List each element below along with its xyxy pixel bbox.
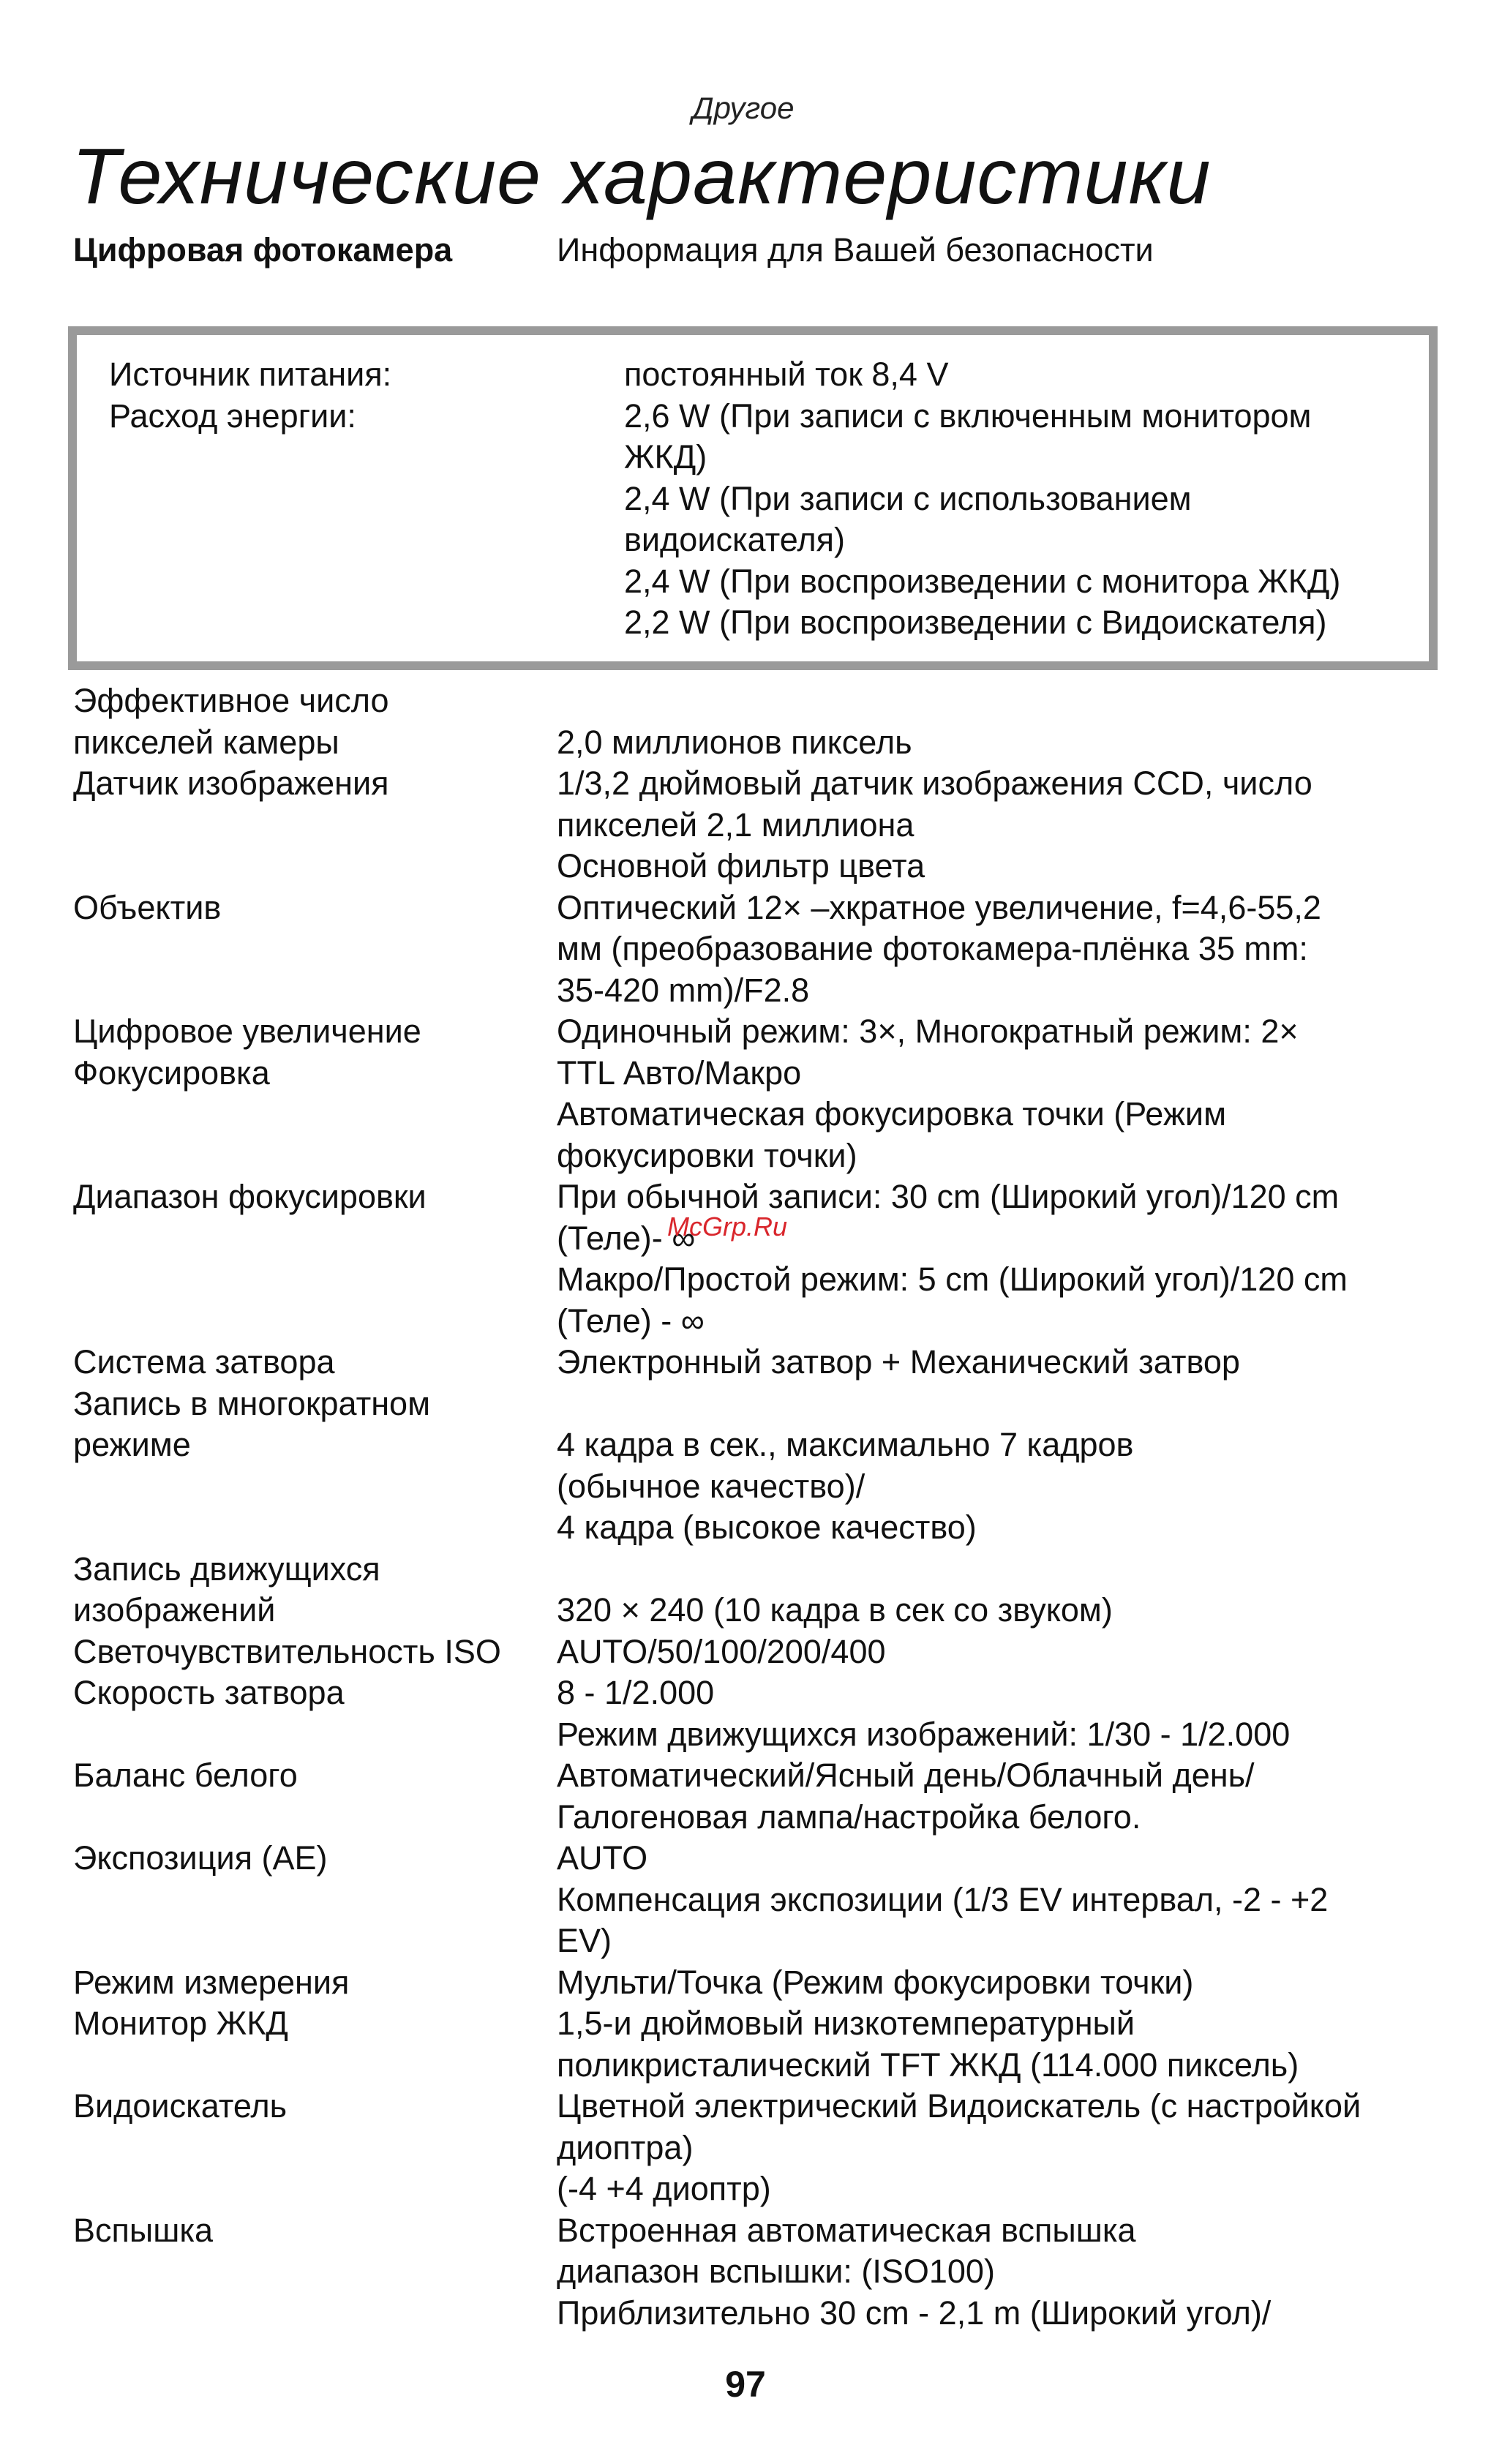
page-number: 97	[725, 2364, 766, 2405]
spec-row	[73, 2210, 1447, 2335]
spec-label: Цифровое увеличение	[73, 1013, 421, 1050]
spec-value: Автоматический/Ясный день/Облачный день/ Галогеновая лампа/настройка белого.	[557, 1757, 1255, 1836]
spec-label: Вспышка	[73, 2211, 214, 2249]
subheading-camera: Цифровая фотокамера	[73, 231, 453, 268]
spec-value: При обычной записи: 30 cm (Широкий угол)/120 cm (Теле)- ∞ Макро/Простой режим: 5 cm (Широкий угол)/120 cm (Теле) - ∞	[557, 1178, 1348, 1340]
spec-row	[73, 1383, 1447, 1549]
spec-value: Оптический 12× –хкратное увеличение, f=4,6-55,2 мм (преобразование фотокамера-плёнка 35 mm: 35-420 mm)/F2.8	[557, 888, 1321, 1009]
spec-row	[73, 1176, 1447, 1342]
spec-label: Запись в многократном режиме	[73, 1384, 431, 1463]
spec-label: Монитор ЖКД	[73, 2005, 288, 2042]
spec-row	[73, 680, 1447, 763]
spec-row	[73, 1011, 1447, 1053]
spec-value: 8 - 1/2.000 Режим движущихся изображений: 1/30 - 1/2.000	[557, 1674, 1291, 1753]
spec-label: Режим измерения	[73, 1963, 350, 2001]
spec-row	[73, 1053, 1447, 1177]
spec-label: Видоискатель	[73, 2087, 288, 2125]
spec-value: TTL Авто/Макро Автоматическая фокусировка точки (Режим фокусировки точки)	[557, 1053, 1227, 1174]
spec-label: Система затвора	[73, 1343, 335, 1381]
spec-value: 1,5-и дюймовый низкотемпературный поликристалический TFT ЖКД (114.000 пиксель)	[557, 2005, 1299, 2084]
spec-value: 2,6 W (При записи с включенным монитором ЖКД) 2,4 W (При записи с использованием видоискателя) 2,4 W (При воспроизведении с монитора ЖКД) 2,2 W (При воспроизведении с Видоискателя)	[624, 397, 1341, 641]
spec-label: Диапазон фокусировки	[73, 1178, 427, 1215]
subheading-safety: Информация для Вашей безопасности	[557, 231, 1154, 268]
spec-label: Баланс белого	[73, 1757, 298, 1794]
spec-row	[73, 763, 1447, 887]
spec-value: Электронный затвор + Механический затвор	[557, 1343, 1240, 1381]
spec-row	[109, 354, 1414, 396]
spec-row	[73, 1672, 1447, 1755]
spec-value: 1/3,2 дюймовый датчик изображения CCD, число пикселей 2,1 миллиона Основной фильтр цвета	[557, 765, 1312, 884]
spec-label: Объектив	[73, 888, 222, 926]
spec-value: 4 кадра в сек., максимально 7 кадров (обычное качество)/ 4 кадра (высокое качество)	[557, 1426, 1134, 1546]
spec-value: постоянный ток 8,4 V	[624, 356, 949, 393]
watermark: McGrp.Ru	[667, 1212, 788, 1242]
spec-row	[73, 1755, 1447, 1838]
spec-value: Встроенная автоматическая вспышка диапазон вспышки: (ISO100) Приблизительно 30 cm - 2,1 m (Широкий угол)/	[557, 2211, 1272, 2332]
spec-value: AUTO Компенсация экспозиции (1/3 EV интервал, -2 - +2 EV)	[557, 1839, 1329, 1959]
spec-label: Датчик изображения	[73, 765, 389, 802]
spec-row	[73, 1631, 1447, 1673]
spec-label: Источник питания:	[109, 356, 392, 393]
spec-label: Запись движущихся изображений	[73, 1550, 380, 1629]
spec-row	[109, 396, 1414, 644]
spec-row	[73, 1342, 1447, 1383]
spec-value: 2,0 миллионов пиксель	[557, 723, 912, 761]
safety-rows	[109, 354, 1414, 644]
spec-label: Скорость затвора	[73, 1674, 345, 1711]
spec-value: Одиночный режим: 3×, Многократный режим: 2×	[557, 1013, 1299, 1050]
spec-row	[73, 887, 1447, 1012]
spec-value: Цветной электрический Видоискатель (с настройкой диоптра) (-4 +4 диоптр)	[557, 2087, 1362, 2207]
section-label: Другое	[692, 91, 795, 125]
spec-row	[73, 1549, 1447, 1631]
safety-info-box	[68, 326, 1438, 670]
spec-label: Расход энергии:	[109, 397, 356, 435]
spec-row	[73, 2003, 1447, 2086]
spec-value: Мульти/Точка (Режим фокусировки точки)	[557, 1963, 1194, 2001]
spec-row	[73, 1962, 1447, 2004]
spec-label: Экспозиция (АЕ)	[73, 1839, 328, 1877]
page-title: Технические характеристики	[72, 132, 1212, 220]
spec-label: Эффективное число пикселей камеры	[73, 682, 389, 761]
spec-row	[73, 1838, 1447, 1962]
spec-row	[73, 2086, 1447, 2210]
spec-value: 320 × 240 (10 кадра в сек со звуком)	[557, 1591, 1113, 1629]
spec-label: Фокусировка	[73, 1053, 270, 1092]
spec-label: Светочувствительность ISO	[73, 1632, 501, 1670]
spec-value: AUTO/50/100/200/400	[557, 1632, 886, 1670]
spec-table	[73, 680, 1447, 2334]
